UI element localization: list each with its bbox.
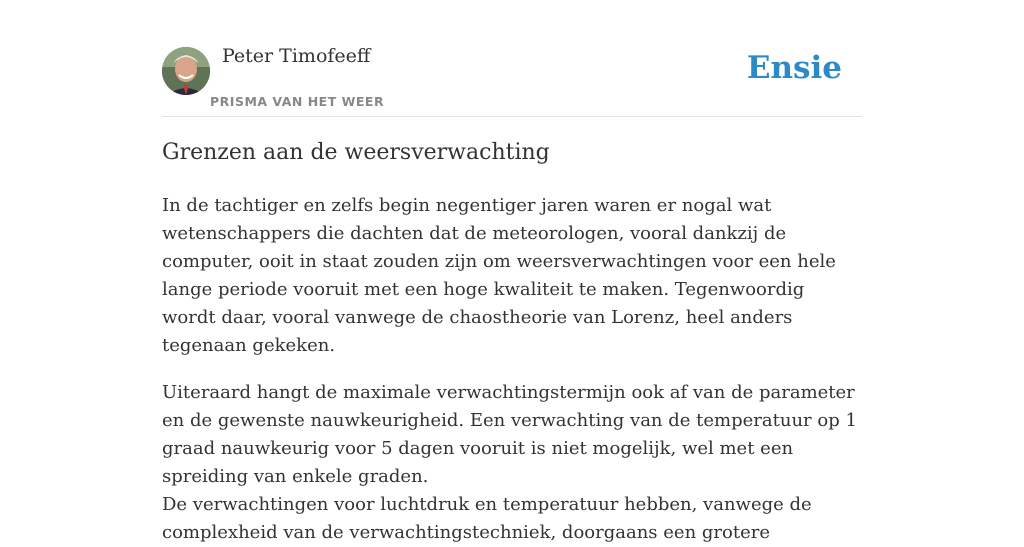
- article-title: Grenzen aan de weersverwachting: [162, 140, 550, 165]
- author-avatar[interactable]: [162, 47, 210, 95]
- author-name[interactable]: Peter Timofeeff: [222, 45, 371, 67]
- article-header: [162, 0, 862, 117]
- avatar-photo: [162, 47, 210, 95]
- site-logo[interactable]: Ensie: [746, 50, 842, 86]
- collection-label[interactable]: PRISMA VAN HET WEER: [210, 94, 385, 109]
- paragraph: In de tachtiger en zelfs begin negentiger jaren waren er nogal wat wetenschappers die dachten dat de meteorologen, vooral dankzij de computer, ooit in staat zouden zijn om weersverwachtingen voor een hele lange periode vooruit met een hoge kwaliteit te maken. Tegenwoordig wordt daar, vooral vanwege de chaostheorie van Lorenz, heel anders tegenaan gekeken.: [162, 195, 836, 356]
- paragraph: [162, 379, 862, 547]
- article-body: [162, 192, 862, 547]
- paragraph-text: De verwachtingen voor luchtdruk en temperatuur hebben, vanwege de complexheid van de verwachtingstechniek, doorgaans een grotere: [162, 494, 812, 543]
- paragraph-text: Uiteraard hangt de maximale verwachtingstermijn ook af van de parameter en de gewenste nauwkeurigheid. Een verwachting van de temperatuur op 1 graad nauwkeurig voor 5 dagen vooruit is niet mogelijk, wel met een spreiding van enkele graden.: [162, 382, 857, 487]
